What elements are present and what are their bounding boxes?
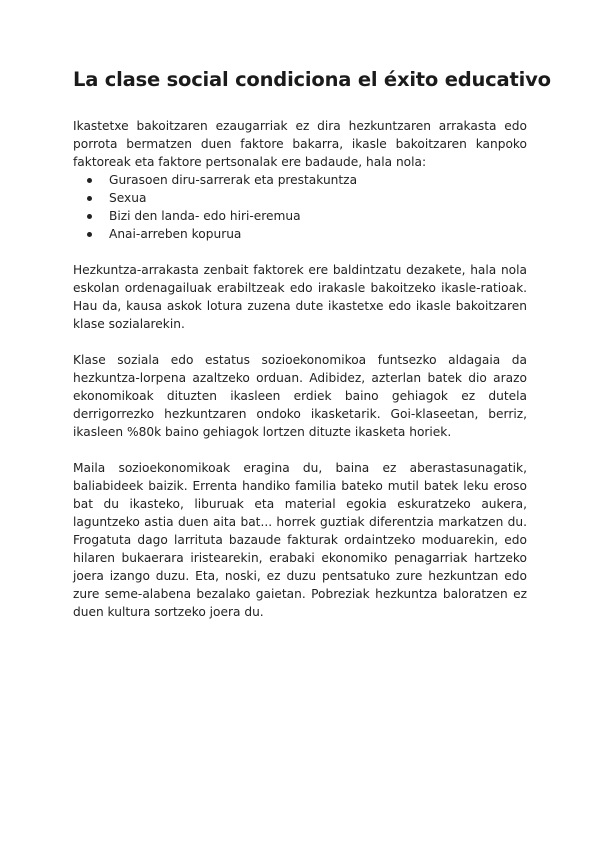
bullet-icon <box>87 196 92 201</box>
list-item-text: Gurasoen diru-sarrerak eta prestakuntza <box>109 173 358 187</box>
list-item <box>87 171 527 189</box>
list-item-text: Sexua <box>109 191 147 205</box>
factor-list <box>73 171 527 243</box>
page-title: La clase social condiciona el éxito educativo <box>73 68 551 91</box>
list-item <box>87 189 527 207</box>
list-item-text: Bizi den landa- edo hiri-eremua <box>109 209 301 223</box>
paragraph-socioeconomic: Maila sozioekonomikoak eragina du, baina ez aberastasunagatik, baliabideek baizik. Errenta handiko familia bateko mutil batek leku eroso bat du ikasteko, liburuak eta material egokia eskuratzeko aukera, laguntzeko astia duen aita bat... horrek guztiak diferentzia markatzen du. Frogatuta dago larrituta bazaude fakturak ordaintzeko moduarekin, edo hilaren bukaerara iristearekin, erabaki ekonomiko penagarriak hartzeko joera izango duzu. Eta, noski, ez duzu pentsatuko zure hezkuntzan edo zure seme-alabena bezalako gaietan. Pobreziak hezkuntza baloratzen ez duen kultura sortzeko joera du. <box>73 461 527 619</box>
document-page <box>73 68 551 621</box>
paragraph-factors: Hezkuntza-arrakasta zenbait faktorek ere baldintzatu dezakete, hala nola eskolan ordenagailuak erabiltzeak edo irakasle bakoitzeko ikasle-ratioak. Hau da, kausa askok lotura zuzena dute ikastetxe edo ikasle bakoitzaren klase sozialarekin. <box>73 263 527 331</box>
bullet-icon <box>87 232 92 237</box>
paragraph-social-class: Klase soziala edo estatus sozioekonomikoa funtsezko aldagaia da hezkuntza-lorpena azaltzeko orduan. Adibidez, azterlan batek dio arazo ekonomikoak dituzten ikasleen erdiek baino gehiagok ez dutela derrigorrezko hezkuntzaren ondoko ikasketarik. Goi-klaseetan, berriz, ikasleen %80k baino gehiagok lortzen dituzte ikasketa horiek. <box>73 353 527 439</box>
bullet-icon <box>87 178 92 183</box>
bullet-icon <box>87 214 92 219</box>
paragraph-intro: Ikastetxe bakoitzaren ezaugarriak ez dira hezkuntzaren arrakasta edo porrota bermatzen duen faktore bakarra, ikasle bakoitzaren kanpoko faktoreak eta faktore pertsonalak ere badaude, hala nola: <box>73 119 527 169</box>
list-item <box>87 225 527 243</box>
list-item <box>87 207 527 225</box>
list-item-text: Anai-arreben kopurua <box>109 227 242 241</box>
